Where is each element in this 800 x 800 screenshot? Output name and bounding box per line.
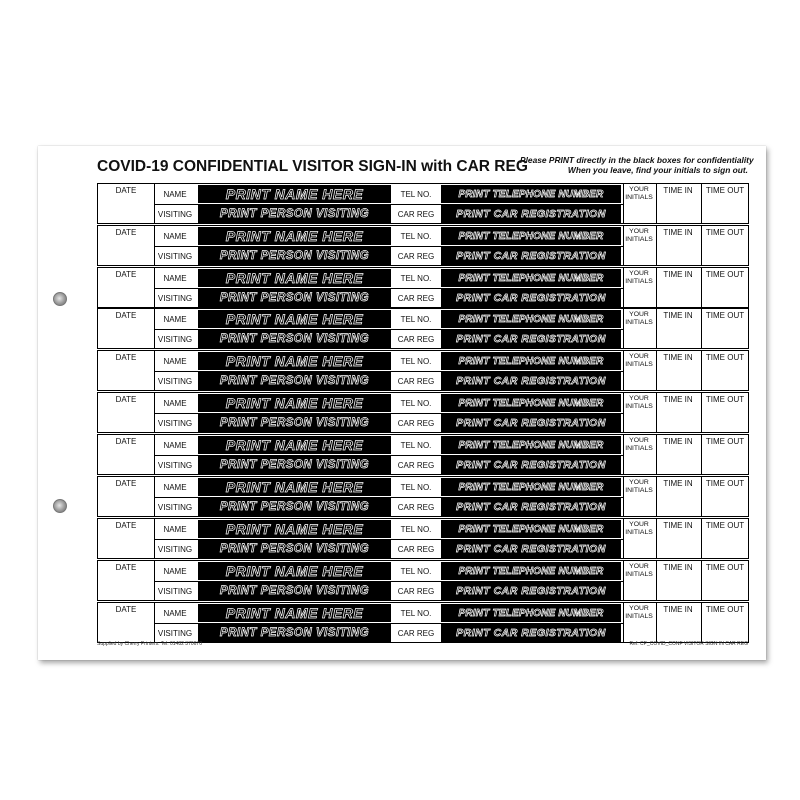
name-field[interactable]: PRINT NAME HERE	[198, 310, 391, 328]
telephone-field[interactable]: PRINT TELEPHONE NUMBER	[441, 269, 621, 287]
car-registration-field[interactable]: PRINT CAR REGISTRATION	[441, 498, 621, 516]
car-registration-field[interactable]: PRINT CAR REGISTRATION	[441, 247, 621, 265]
car-registration-field[interactable]: PRINT CAR REGISTRATION	[441, 414, 621, 432]
time-out-field-label[interactable]: TIME OUT	[705, 186, 745, 195]
visiting-field[interactable]: PRINT PERSON VISITING	[198, 289, 391, 307]
initials-field-label[interactable]: YOUR INITIALS	[625, 395, 653, 410]
name-label: NAME	[163, 357, 187, 366]
name-label: NAME	[163, 609, 187, 618]
visitor-entry	[97, 434, 749, 475]
date-field-label[interactable]: DATE	[115, 521, 137, 530]
car-registration-field[interactable]: PRINT CAR REGISTRATION	[441, 372, 621, 390]
car-registration-field[interactable]: PRINT CAR REGISTRATION	[441, 205, 621, 223]
name-field[interactable]: PRINT NAME HERE	[198, 227, 391, 245]
car-reg-label: CAR REG	[397, 294, 435, 303]
telephone-field[interactable]: PRINT TELEPHONE NUMBER	[441, 394, 621, 412]
punch-hole	[53, 499, 67, 513]
name-field[interactable]: PRINT NAME HERE	[198, 604, 391, 622]
instruction-line: When you leave, find your initials to sign out.	[567, 165, 748, 175]
tel-label: TEL NO.	[400, 609, 432, 618]
name-label: NAME	[163, 441, 187, 450]
time-out-field-label[interactable]: TIME OUT	[705, 311, 745, 320]
visiting-field[interactable]: PRINT PERSON VISITING	[198, 456, 391, 474]
tel-label: TEL NO.	[400, 441, 432, 450]
visitor-entry	[97, 602, 749, 643]
tel-label: TEL NO.	[400, 483, 432, 492]
car-reg-label: CAR REG	[397, 210, 435, 219]
tel-label: TEL NO.	[400, 567, 432, 576]
car-reg-label: CAR REG	[397, 461, 435, 470]
name-label: NAME	[163, 190, 187, 199]
telephone-field[interactable]: PRINT TELEPHONE NUMBER	[441, 478, 621, 496]
telephone-field[interactable]: PRINT TELEPHONE NUMBER	[441, 604, 621, 622]
name-field[interactable]: PRINT NAME HERE	[198, 436, 391, 454]
visiting-field[interactable]: PRINT PERSON VISITING	[198, 624, 391, 642]
date-field-label[interactable]: DATE	[115, 437, 137, 446]
form-instructions	[520, 155, 754, 175]
date-field-label[interactable]: DATE	[115, 353, 137, 362]
car-reg-label: CAR REG	[397, 419, 435, 428]
time-out-field-label[interactable]: TIME OUT	[705, 479, 745, 488]
tel-label: TEL NO.	[400, 190, 432, 199]
car-reg-label: CAR REG	[397, 377, 435, 386]
tel-label: TEL NO.	[400, 274, 432, 283]
time-out-field-label[interactable]: TIME OUT	[705, 353, 745, 362]
time-out-field-label[interactable]: TIME OUT	[705, 270, 745, 279]
telephone-field[interactable]: PRINT TELEPHONE NUMBER	[441, 436, 621, 454]
initials-field-label[interactable]: YOUR INITIALS	[625, 186, 653, 201]
date-field-label[interactable]: DATE	[115, 395, 137, 404]
punch-hole	[53, 292, 67, 306]
visitor-entry	[97, 392, 749, 433]
time-in-field-label[interactable]: TIME IN	[663, 353, 693, 362]
date-field-label[interactable]: DATE	[115, 479, 137, 488]
initials-field-label[interactable]: YOUR INITIALS	[625, 311, 653, 326]
name-field[interactable]: PRINT NAME HERE	[198, 352, 391, 370]
date-field-label[interactable]: DATE	[115, 311, 137, 320]
tel-label: TEL NO.	[400, 399, 432, 408]
visitor-entry	[97, 476, 749, 517]
time-in-field-label[interactable]: TIME IN	[663, 311, 693, 320]
name-field[interactable]: PRINT NAME HERE	[198, 520, 391, 538]
initials-field-label[interactable]: YOUR INITIALS	[625, 521, 653, 536]
visiting-field[interactable]: PRINT PERSON VISITING	[198, 247, 391, 265]
date-field-label[interactable]: DATE	[115, 270, 137, 279]
visiting-field[interactable]: PRINT PERSON VISITING	[198, 372, 391, 390]
initials-field-label[interactable]: YOUR INITIALS	[625, 270, 653, 285]
supplier-footer: Supplied by Cherry Printers. Tel: 01482 370670	[97, 641, 202, 647]
telephone-field[interactable]: PRINT TELEPHONE NUMBER	[441, 310, 621, 328]
date-field-label[interactable]: DATE	[115, 563, 137, 572]
visiting-label: VISITING	[157, 294, 193, 303]
visiting-label: VISITING	[157, 419, 193, 428]
car-reg-label: CAR REG	[397, 503, 435, 512]
time-in-field-label[interactable]: TIME IN	[663, 395, 693, 404]
tel-label: TEL NO.	[400, 357, 432, 366]
visiting-field[interactable]: PRINT PERSON VISITING	[198, 205, 391, 223]
initials-field-label[interactable]: YOUR INITIALS	[625, 228, 653, 243]
name-label: NAME	[163, 232, 187, 241]
name-field[interactable]: PRINT NAME HERE	[198, 185, 391, 203]
car-reg-label: CAR REG	[397, 587, 435, 596]
name-label: NAME	[163, 274, 187, 283]
tel-label: TEL NO.	[400, 315, 432, 324]
visiting-field[interactable]: PRINT PERSON VISITING	[198, 330, 391, 348]
visitor-entry	[97, 308, 749, 349]
telephone-field[interactable]: PRINT TELEPHONE NUMBER	[441, 185, 621, 203]
time-out-field-label[interactable]: TIME OUT	[705, 395, 745, 404]
time-out-field-label[interactable]: TIME OUT	[705, 228, 745, 237]
initials-field-label[interactable]: YOUR INITIALS	[625, 437, 653, 452]
date-field-label[interactable]: DATE	[115, 228, 137, 237]
telephone-field[interactable]: PRINT TELEPHONE NUMBER	[441, 227, 621, 245]
visiting-label: VISITING	[157, 545, 193, 554]
car-registration-field[interactable]: PRINT CAR REGISTRATION	[441, 289, 621, 307]
visitor-entry	[97, 267, 749, 308]
telephone-field[interactable]: PRINT TELEPHONE NUMBER	[441, 520, 621, 538]
tel-label: TEL NO.	[400, 232, 432, 241]
reference-footer: Ref: CP_COVID_CONF VISITOR SIGN IN CAR REG	[629, 641, 748, 647]
time-out-field-label[interactable]: TIME OUT	[705, 605, 745, 614]
name-field[interactable]: PRINT NAME HERE	[198, 478, 391, 496]
car-registration-field[interactable]: PRINT CAR REGISTRATION	[441, 582, 621, 600]
visiting-label: VISITING	[157, 461, 193, 470]
time-in-field-label[interactable]: TIME IN	[663, 521, 693, 530]
visitor-entry	[97, 225, 749, 266]
time-in-field-label[interactable]: TIME IN	[663, 479, 693, 488]
visitor-entry	[97, 183, 749, 224]
instruction-line: Please PRINT directly in the black boxes for confidentiality	[520, 155, 754, 165]
telephone-field[interactable]: PRINT TELEPHONE NUMBER	[441, 352, 621, 370]
car-registration-field[interactable]: PRINT CAR REGISTRATION	[441, 456, 621, 474]
car-registration-field[interactable]: PRINT CAR REGISTRATION	[441, 540, 621, 558]
form-title: COVID-19 CONFIDENTIAL VISITOR SIGN-IN with CAR REG	[97, 158, 528, 175]
name-label: NAME	[163, 525, 187, 534]
car-reg-label: CAR REG	[397, 629, 435, 638]
date-field-label[interactable]: DATE	[115, 186, 137, 195]
telephone-field[interactable]: PRINT TELEPHONE NUMBER	[441, 562, 621, 580]
car-reg-label: CAR REG	[397, 252, 435, 261]
visiting-field[interactable]: PRINT PERSON VISITING	[198, 582, 391, 600]
visitor-entry	[97, 350, 749, 391]
visitor-entry	[97, 518, 749, 559]
name-label: NAME	[163, 399, 187, 408]
name-field[interactable]: PRINT NAME HERE	[198, 269, 391, 287]
initials-field-label[interactable]: YOUR INITIALS	[625, 479, 653, 494]
time-in-field-label[interactable]: TIME IN	[663, 186, 693, 195]
visiting-field[interactable]: PRINT PERSON VISITING	[198, 540, 391, 558]
visiting-field[interactable]: PRINT PERSON VISITING	[198, 414, 391, 432]
car-registration-field[interactable]: PRINT CAR REGISTRATION	[441, 330, 621, 348]
tel-label: TEL NO.	[400, 525, 432, 534]
date-field-label[interactable]: DATE	[115, 605, 137, 614]
visiting-label: VISITING	[157, 377, 193, 386]
visiting-field[interactable]: PRINT PERSON VISITING	[198, 498, 391, 516]
visitor-entry	[97, 560, 749, 601]
name-field[interactable]: PRINT NAME HERE	[198, 394, 391, 412]
time-in-field-label[interactable]: TIME IN	[663, 437, 693, 446]
car-reg-label: CAR REG	[397, 545, 435, 554]
time-out-field-label[interactable]: TIME OUT	[705, 437, 745, 446]
time-out-field-label[interactable]: TIME OUT	[705, 563, 745, 572]
initials-field-label[interactable]: YOUR INITIALS	[625, 353, 653, 368]
car-reg-label: CAR REG	[397, 335, 435, 344]
visiting-label: VISITING	[157, 335, 193, 344]
name-label: NAME	[163, 483, 187, 492]
time-in-field-label[interactable]: TIME IN	[663, 270, 693, 279]
time-in-field-label[interactable]: TIME IN	[663, 228, 693, 237]
visiting-label: VISITING	[157, 252, 193, 261]
name-label: NAME	[163, 567, 187, 576]
time-in-field-label[interactable]: TIME IN	[663, 605, 693, 614]
visiting-label: VISITING	[157, 503, 193, 512]
visiting-label: VISITING	[157, 210, 193, 219]
visiting-label: VISITING	[157, 629, 193, 638]
initials-field-label[interactable]: YOUR INITIALS	[625, 605, 653, 620]
name-field[interactable]: PRINT NAME HERE	[198, 562, 391, 580]
visiting-label: VISITING	[157, 587, 193, 596]
time-in-field-label[interactable]: TIME IN	[663, 563, 693, 572]
name-label: NAME	[163, 315, 187, 324]
time-out-field-label[interactable]: TIME OUT	[705, 521, 745, 530]
car-registration-field[interactable]: PRINT CAR REGISTRATION	[441, 624, 621, 642]
initials-field-label[interactable]: YOUR INITIALS	[625, 563, 653, 578]
